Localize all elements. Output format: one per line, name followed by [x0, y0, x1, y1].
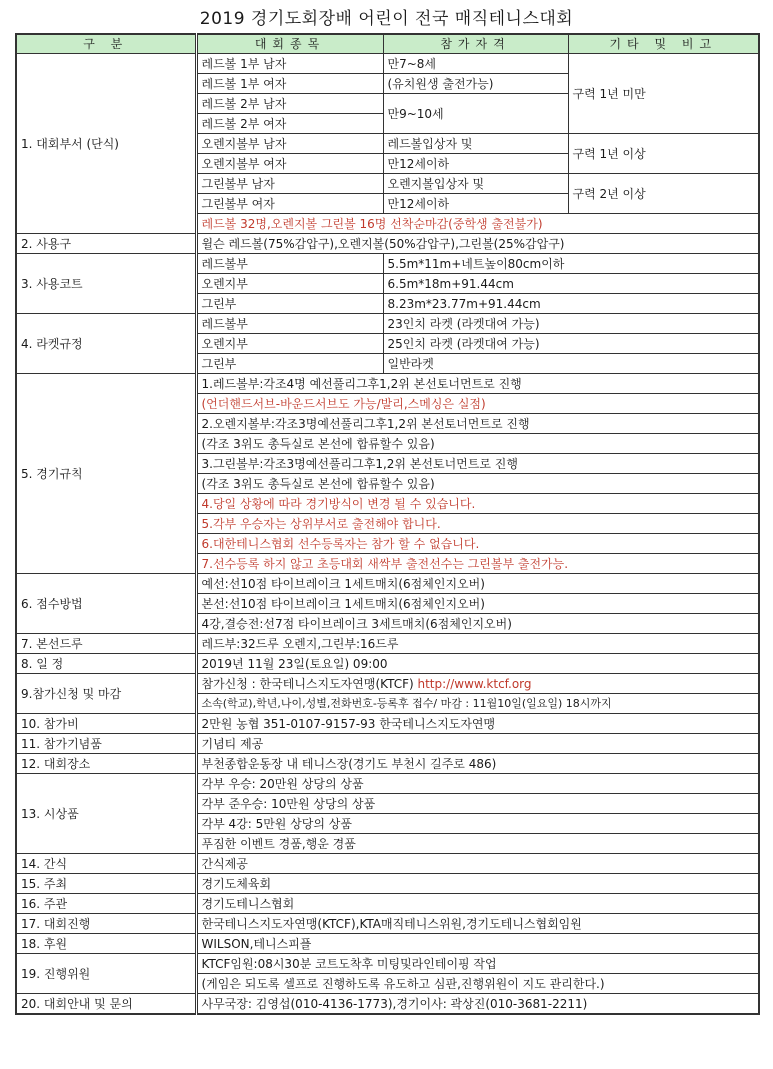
qualification-cell: 레드볼입상자 및 — [383, 134, 568, 154]
racket-rule: 23인치 라켓 (라켓대여 가능) — [383, 314, 759, 334]
prize-line: 각부 4강: 5만원 상당의 상품 — [196, 814, 759, 834]
scoring-line: 4강,결승전:선7점 타이브레이크 3세트매치(6점체인지오버) — [196, 614, 759, 634]
section-12-label: 12. 대회장소 — [16, 754, 196, 774]
notes-cell: 구력 1년 미만 — [568, 54, 759, 134]
section-4-label: 4. 라켓규정 — [16, 314, 196, 374]
section-2-value: 윌슨 레드볼(75%감압구),오렌지볼(50%감압구),그린볼(25%감압구) — [196, 234, 759, 254]
registration-text: 참가신청 : 한국테니스지도자연맹(KTCF) — [201, 676, 418, 691]
section-1-label: 1. 대회부서 (단식) — [16, 54, 196, 234]
court-size: 5.5m*11m+네트높이80cm이하 — [383, 254, 759, 274]
section-20-label: 20. 대회안내 및 문의 — [16, 994, 196, 1015]
section-11-label: 11. 참가기념품 — [16, 734, 196, 754]
section-8-value: 2019년 11월 23일(토요일) 09:00 — [196, 654, 759, 674]
header-notes: 기타 및 비고 — [568, 34, 759, 54]
court-size: 8.23m*23.77m+91.44cm — [383, 294, 759, 314]
prize-line: 각부 준우승: 10만원 상당의 상품 — [196, 794, 759, 814]
registration-deadline: 소속(학교),학년,나이,성별,전화번호-등록후 접수/ 마감 : 11월10일(일요일) 18시까지 — [196, 694, 759, 714]
header-event: 대회종목 — [196, 34, 383, 54]
racket-division: 그린부 — [196, 354, 383, 374]
rule-line: 6.대한테니스협회 선수등록자는 참가 할 수 없습니다. — [196, 534, 759, 554]
scoring-line: 예선:선10점 타이브레이크 1세트매치(6점체인지오버) — [196, 574, 759, 594]
rule-line: (각조 3위도 총득실로 본선에 합류할수 있음) — [196, 434, 759, 454]
event-cell: 그린볼부 여자 — [196, 194, 383, 214]
section-13-label: 13. 시상품 — [16, 774, 196, 854]
registration-link[interactable]: http://www.ktcf.org — [417, 676, 532, 691]
qualification-cell: 만9~10세 — [383, 94, 568, 134]
section-1-note: 레드볼 32명,오렌지볼 그린볼 16명 선착순마감(중학생 출전불가) — [196, 214, 759, 234]
section-17-label: 17. 대회진행 — [16, 914, 196, 934]
section-8-label: 8. 일 정 — [16, 654, 196, 674]
section-15-label: 15. 주최 — [16, 874, 196, 894]
section-7-value: 레드부:32드루 오렌지,그린부:16드루 — [196, 634, 759, 654]
qualification-cell: 만7~8세 — [383, 54, 568, 74]
rule-line: 1.레드볼부:각조4명 예선풀리그후1,2위 본선토너먼트로 진행 — [196, 374, 759, 394]
event-cell: 레드볼 1부 남자 — [196, 54, 383, 74]
tournament-info-table — [15, 33, 760, 1015]
event-cell: 오렌지볼부 여자 — [196, 154, 383, 174]
notes-cell: 구력 1년 이상 — [568, 134, 759, 174]
prize-line: 푸짐한 이벤트 경품,행운 경품 — [196, 834, 759, 854]
rule-line: 2.오렌지볼부:각조3명예선풀리그후1,2위 본선토너먼트로 진행 — [196, 414, 759, 434]
section-5-label: 5. 경기규칙 — [16, 374, 196, 574]
section-17-value: 한국테니스지도자연맹(KTCF),KTA매직테니스위원,경기도테니스협회임원 — [196, 914, 759, 934]
notes-cell: 구력 2년 이상 — [568, 174, 759, 214]
qualification-cell: 만12세이하 — [383, 194, 568, 214]
racket-rule: 25인치 라켓 (라켓대여 가능) — [383, 334, 759, 354]
event-cell: 레드볼 2부 여자 — [196, 114, 383, 134]
court-size: 6.5m*18m+91.44cm — [383, 274, 759, 294]
prize-line: 각부 우승: 20만원 상당의 상품 — [196, 774, 759, 794]
header-row — [16, 34, 759, 54]
event-cell: 오렌지볼부 남자 — [196, 134, 383, 154]
staff-line: (게임은 되도록 셀프로 진행하도록 유도하고 심판,진행위원이 지도 관리한다.) — [196, 974, 759, 994]
rule-line: 4.당일 상황에 따라 경기방식이 변경 될 수 있습니다. — [196, 494, 759, 514]
header-category: 구 분 — [16, 34, 196, 54]
event-cell: 그린볼부 남자 — [196, 174, 383, 194]
section-10-label: 10. 참가비 — [16, 714, 196, 734]
section-20-value: 사무국장: 김영섭(010-4136-1773),경기이사: 곽상진(010-3681-2211) — [196, 994, 759, 1015]
section-6-label: 6. 점수방법 — [16, 574, 196, 634]
staff-line: KTCF임원:08시30분 코트도착후 미팅및라인테이핑 작업 — [196, 954, 759, 974]
qualification-cell: 만12세이하 — [383, 154, 568, 174]
registration-line — [196, 674, 759, 694]
section-9-label: 9.참가신청 및 마감 — [16, 674, 196, 714]
rule-line: 7.선수등록 하지 않고 초등대회 새싹부 출전선수는 그린볼부 출전가능. — [196, 554, 759, 574]
racket-rule: 일반라켓 — [383, 354, 759, 374]
section-18-label: 18. 후원 — [16, 934, 196, 954]
racket-division: 레드볼부 — [196, 314, 383, 334]
section-18-value: WILSON,테니스피플 — [196, 934, 759, 954]
section-15-value: 경기도체육회 — [196, 874, 759, 894]
section-3-label: 3. 사용코트 — [16, 254, 196, 314]
court-division: 그린부 — [196, 294, 383, 314]
section-16-label: 16. 주관 — [16, 894, 196, 914]
section-19-label: 19. 진행위원 — [16, 954, 196, 994]
qualification-cell: (유치원생 출전가능) — [383, 74, 568, 94]
section-12-value: 부천종합운동장 내 테니스장(경기도 부천시 길주로 486) — [196, 754, 759, 774]
court-division: 오렌지부 — [196, 274, 383, 294]
rule-line: (각조 3위도 총득실로 본선에 합류할수 있음) — [196, 474, 759, 494]
scoring-line: 본선:선10점 타이브레이크 1세트매치(6점체인지오버) — [196, 594, 759, 614]
court-division: 레드볼부 — [196, 254, 383, 274]
rule-line: (언더핸드서브-바운드서브도 가능/발리,스메싱은 실점) — [196, 394, 759, 414]
document-title: 2019 경기도회장배 어린이 전국 매직테니스대회 — [199, 9, 574, 29]
section-10-value: 2만원 농협 351-0107-9157-93 한국테니스지도자연맹 — [196, 714, 759, 734]
section-7-label: 7. 본선드루 — [16, 634, 196, 654]
section-14-value: 간식제공 — [196, 854, 759, 874]
racket-division: 오렌지부 — [196, 334, 383, 354]
section-11-value: 기념티 제공 — [196, 734, 759, 754]
event-cell: 레드볼 1부 여자 — [196, 74, 383, 94]
qualification-cell: 오렌지볼입상자 및 — [383, 174, 568, 194]
header-qualification: 참가자격 — [383, 34, 568, 54]
section-16-value: 경기도테니스협회 — [196, 894, 759, 914]
section-14-label: 14. 간식 — [16, 854, 196, 874]
event-cell: 레드볼 2부 남자 — [196, 94, 383, 114]
rule-line: 5.각부 우승자는 상위부서로 출전해야 합니다. — [196, 514, 759, 534]
rule-line: 3.그린볼부:각조3명예선풀리그후1,2위 본선토너먼트로 진행 — [196, 454, 759, 474]
section-2-label: 2. 사용구 — [16, 234, 196, 254]
